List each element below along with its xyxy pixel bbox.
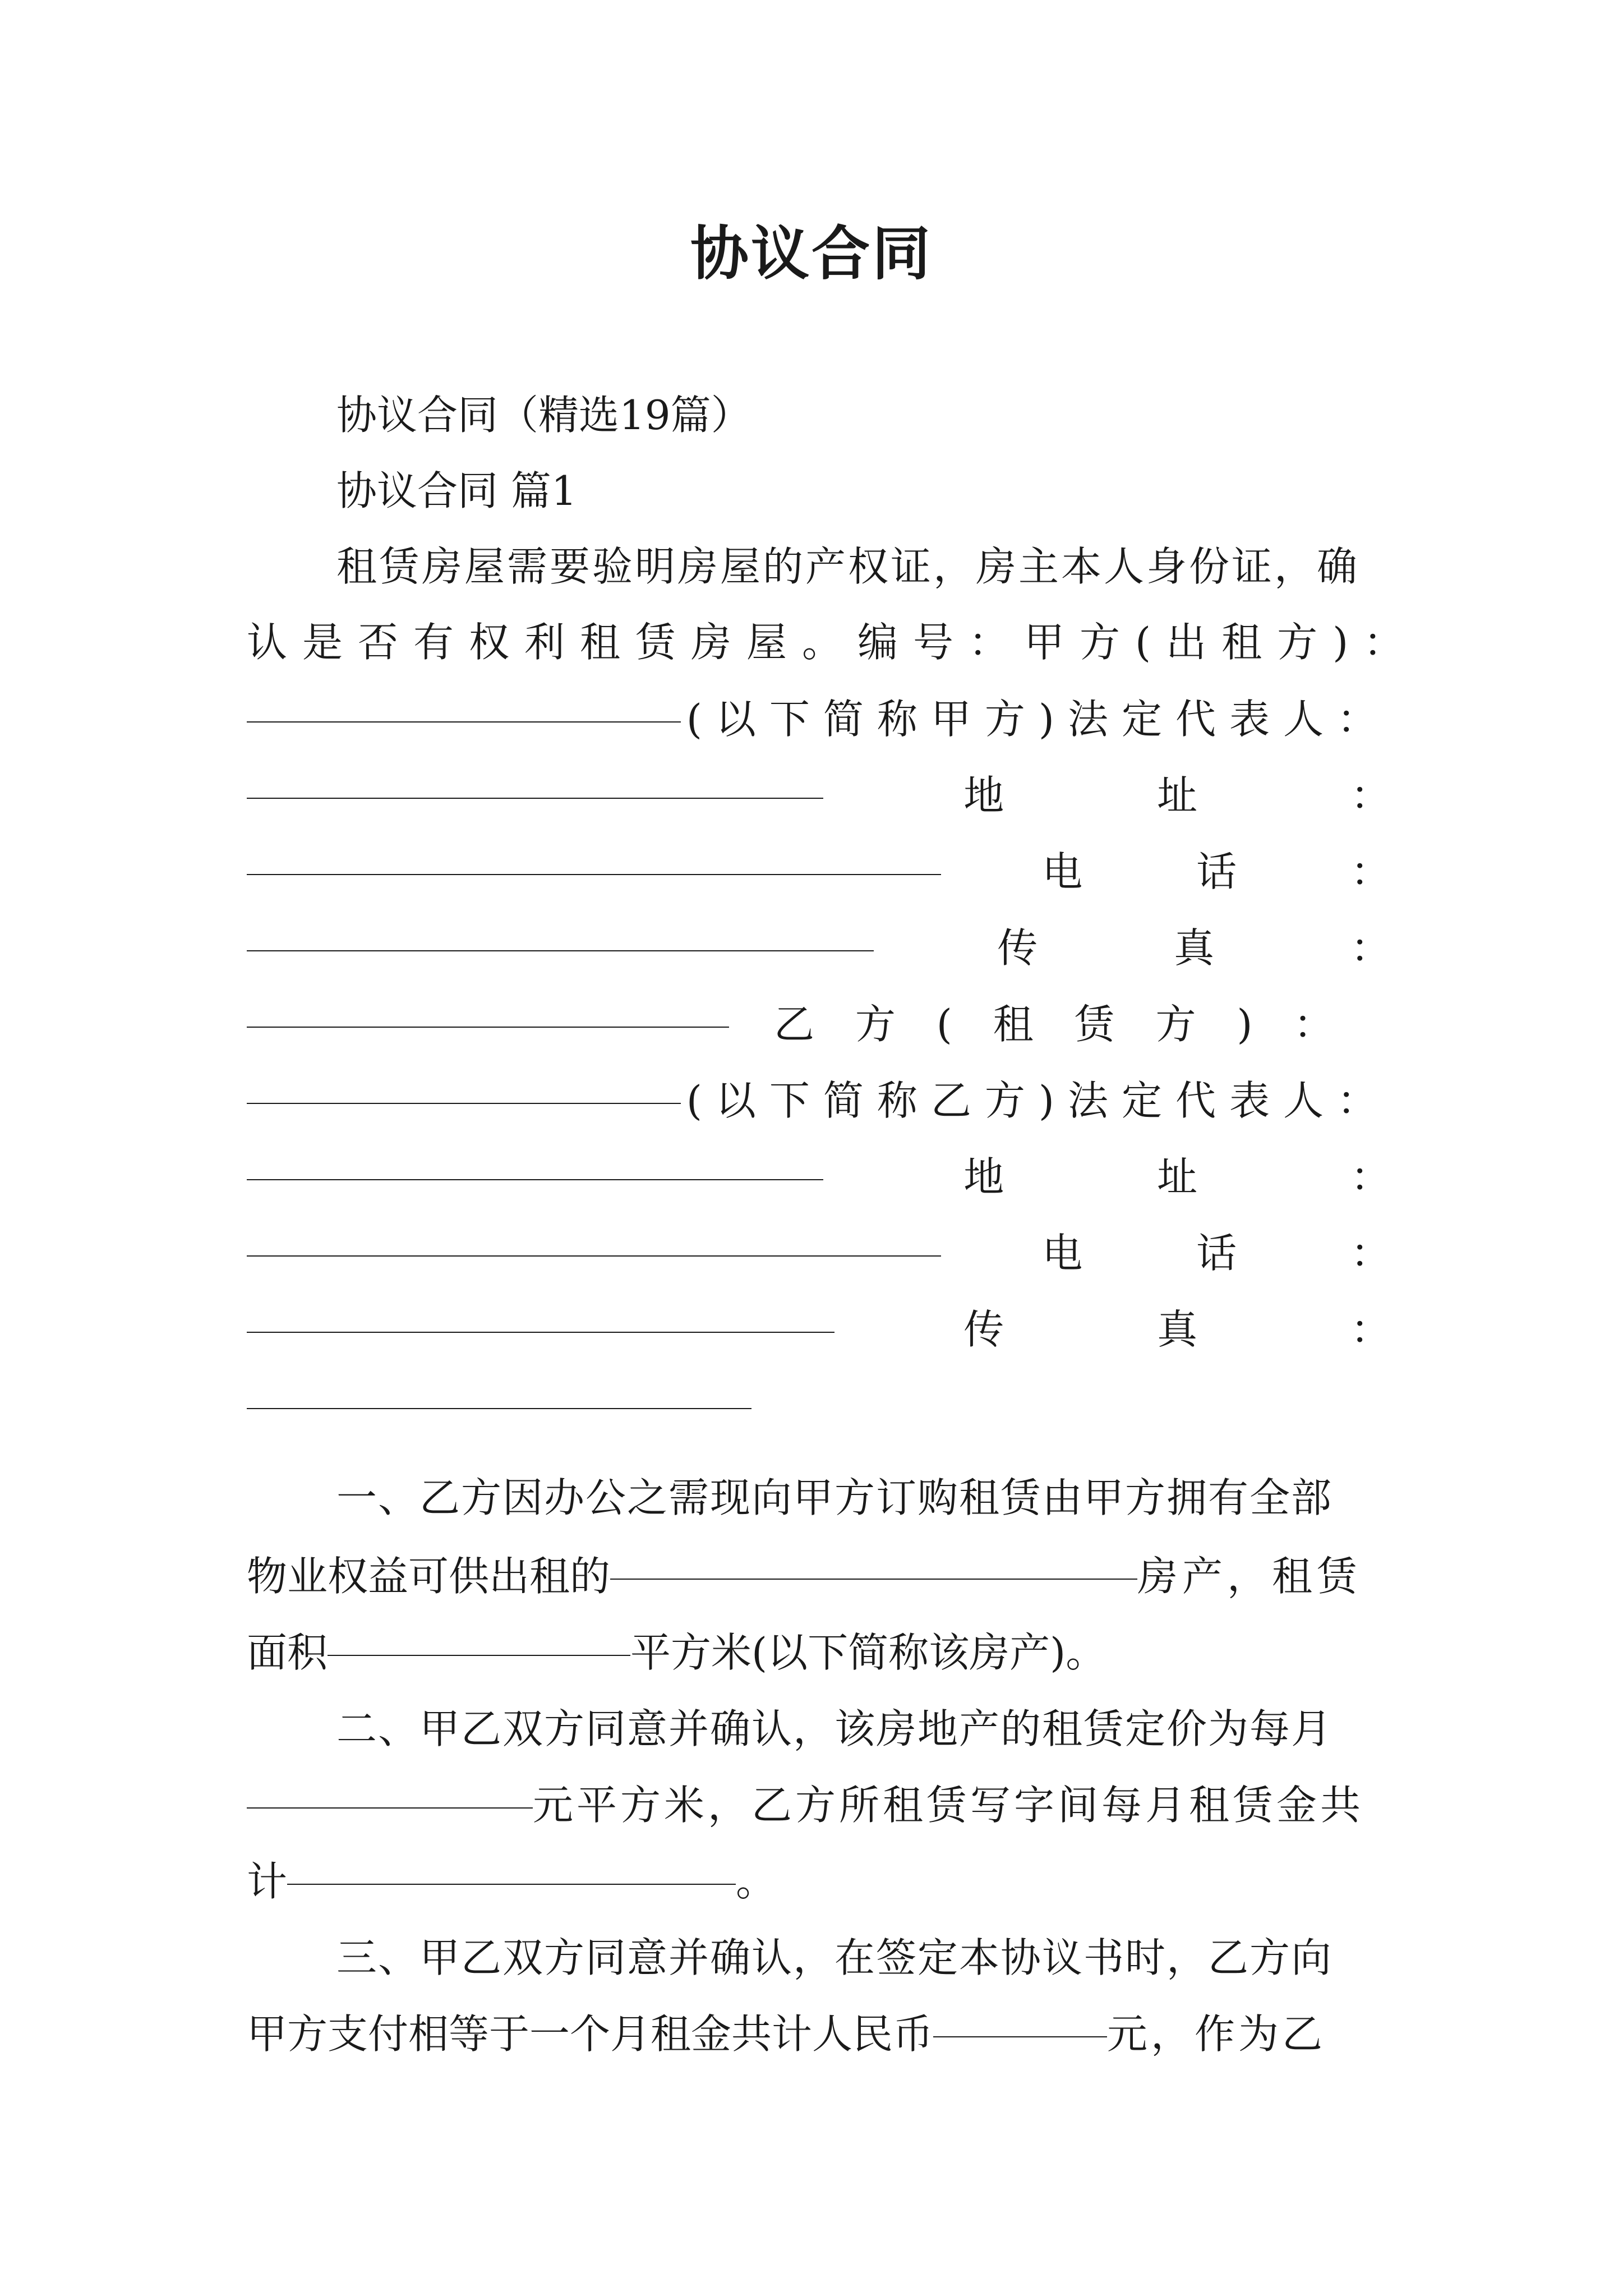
party-a-phone-label: 电 话 ：	[1042, 848, 1391, 895]
party-b-phone-blank	[247, 1332, 834, 1333]
area-blank	[328, 1655, 630, 1656]
party-b-name-line	[247, 1061, 1391, 1140]
intro-line-1	[247, 527, 1391, 606]
party-b-fax-label: 传 真 ：	[963, 1306, 1391, 1353]
monthly-total-blank	[287, 1884, 736, 1885]
page-title: 协议合同	[690, 219, 933, 288]
clause-2-text-2b: 元平方米，乙方所租赁写字间每月租赁金共	[533, 1782, 1364, 1829]
party-b-abbrev: (以下简称乙方)法定代表人：	[686, 1077, 1391, 1124]
party-b-address-label: 地 址 ：	[963, 1153, 1391, 1200]
party-b-fax-line	[247, 1366, 1391, 1445]
unit-price-blank	[247, 1807, 533, 1809]
party-b-fax-blank	[247, 1408, 751, 1409]
clause-1-line-1	[247, 1458, 1391, 1537]
party-b-rep-line	[247, 1138, 1391, 1216]
party-a-phone-line	[247, 909, 1391, 987]
party-a-rep-blank	[247, 798, 823, 799]
intro-text-2: 认是否有权利租赁房屋。编号：甲方(出租方)：	[247, 619, 1419, 666]
clause-2-text-1: 二、甲乙双方同意并确认，该房地产的租赁定价为每月	[336, 1705, 1333, 1752]
party-a-address-line	[247, 832, 1391, 911]
clause-1-line-2	[247, 1537, 1391, 1616]
party-a-fax-blank	[247, 1027, 729, 1028]
clause-2-text-3a: 计	[247, 1858, 288, 1905]
clause-1-text-3a: 面积	[247, 1629, 328, 1676]
clause-3-line-2	[247, 1995, 1391, 2073]
clause-3-text-2b: 元，作为乙	[1107, 2010, 1326, 2058]
party-b-address-line	[247, 1214, 1391, 1292]
party-b-phone-label: 电 话 ：	[1042, 1230, 1391, 1277]
party-a-name-blank	[247, 721, 681, 723]
party-b-name-blank	[247, 1103, 681, 1104]
party-a-phone-blank	[247, 950, 874, 951]
clause-3-text-1: 三、甲乙双方同意并确认，在签定本协议书时，乙方向	[336, 1934, 1333, 1981]
party-b-rep-blank	[247, 1179, 823, 1180]
clause-3-text-2a: 甲方支付相等于一个月租金共计人民币	[247, 2010, 934, 2058]
party-a-name-line	[247, 680, 1391, 758]
party-a-rep-line	[247, 756, 1391, 835]
clause-2-line-1	[247, 1690, 1391, 1768]
intro-text-1: 租赁房屋需要验明房屋的产权证，房主本人身份证，确	[336, 543, 1360, 590]
clause-1-line-3	[247, 1613, 1391, 1692]
party-b-phone-line	[247, 1290, 1391, 1369]
party-a-abbrev: (以下简称甲方)法定代表人：	[686, 696, 1391, 743]
clause-1-text-2a: 物业权益可供出租的	[247, 1553, 611, 1600]
section-heading	[247, 452, 1391, 530]
clause-3-line-1	[247, 1918, 1391, 1997]
subtitle-text: 协议合同（精选19篇）	[336, 392, 751, 439]
deposit-blank	[933, 2036, 1107, 2037]
clause-2-line-3	[247, 1842, 1391, 1921]
property-blank	[610, 1579, 1137, 1580]
clause-2-text-3b: 。	[736, 1858, 777, 1905]
clause-2-line-2	[247, 1766, 1391, 1844]
party-b-address-blank	[247, 1255, 941, 1257]
party-a-fax-line	[247, 985, 1391, 1064]
party-a-address-label: 地 址 ：	[963, 772, 1391, 819]
clause-1-text-3b: 平方米(以下简称该房产)。	[630, 1629, 1106, 1676]
intro-line-2	[247, 603, 1419, 682]
clause-1-text-1: 一、乙方因办公之需现向甲方订购租赁由甲方拥有全部	[336, 1474, 1333, 1521]
subtitle	[247, 376, 1391, 454]
section-heading-text: 协议合同 篇1	[336, 467, 577, 514]
party-a-fax-label: 传 真 ：	[997, 924, 1391, 972]
party-b-title: 乙 方 ( 租 赁 方 ) ：	[774, 1001, 1334, 1048]
party-a-address-blank	[247, 874, 941, 875]
clause-1-text-2b: 房产，租赁	[1137, 1553, 1362, 1600]
